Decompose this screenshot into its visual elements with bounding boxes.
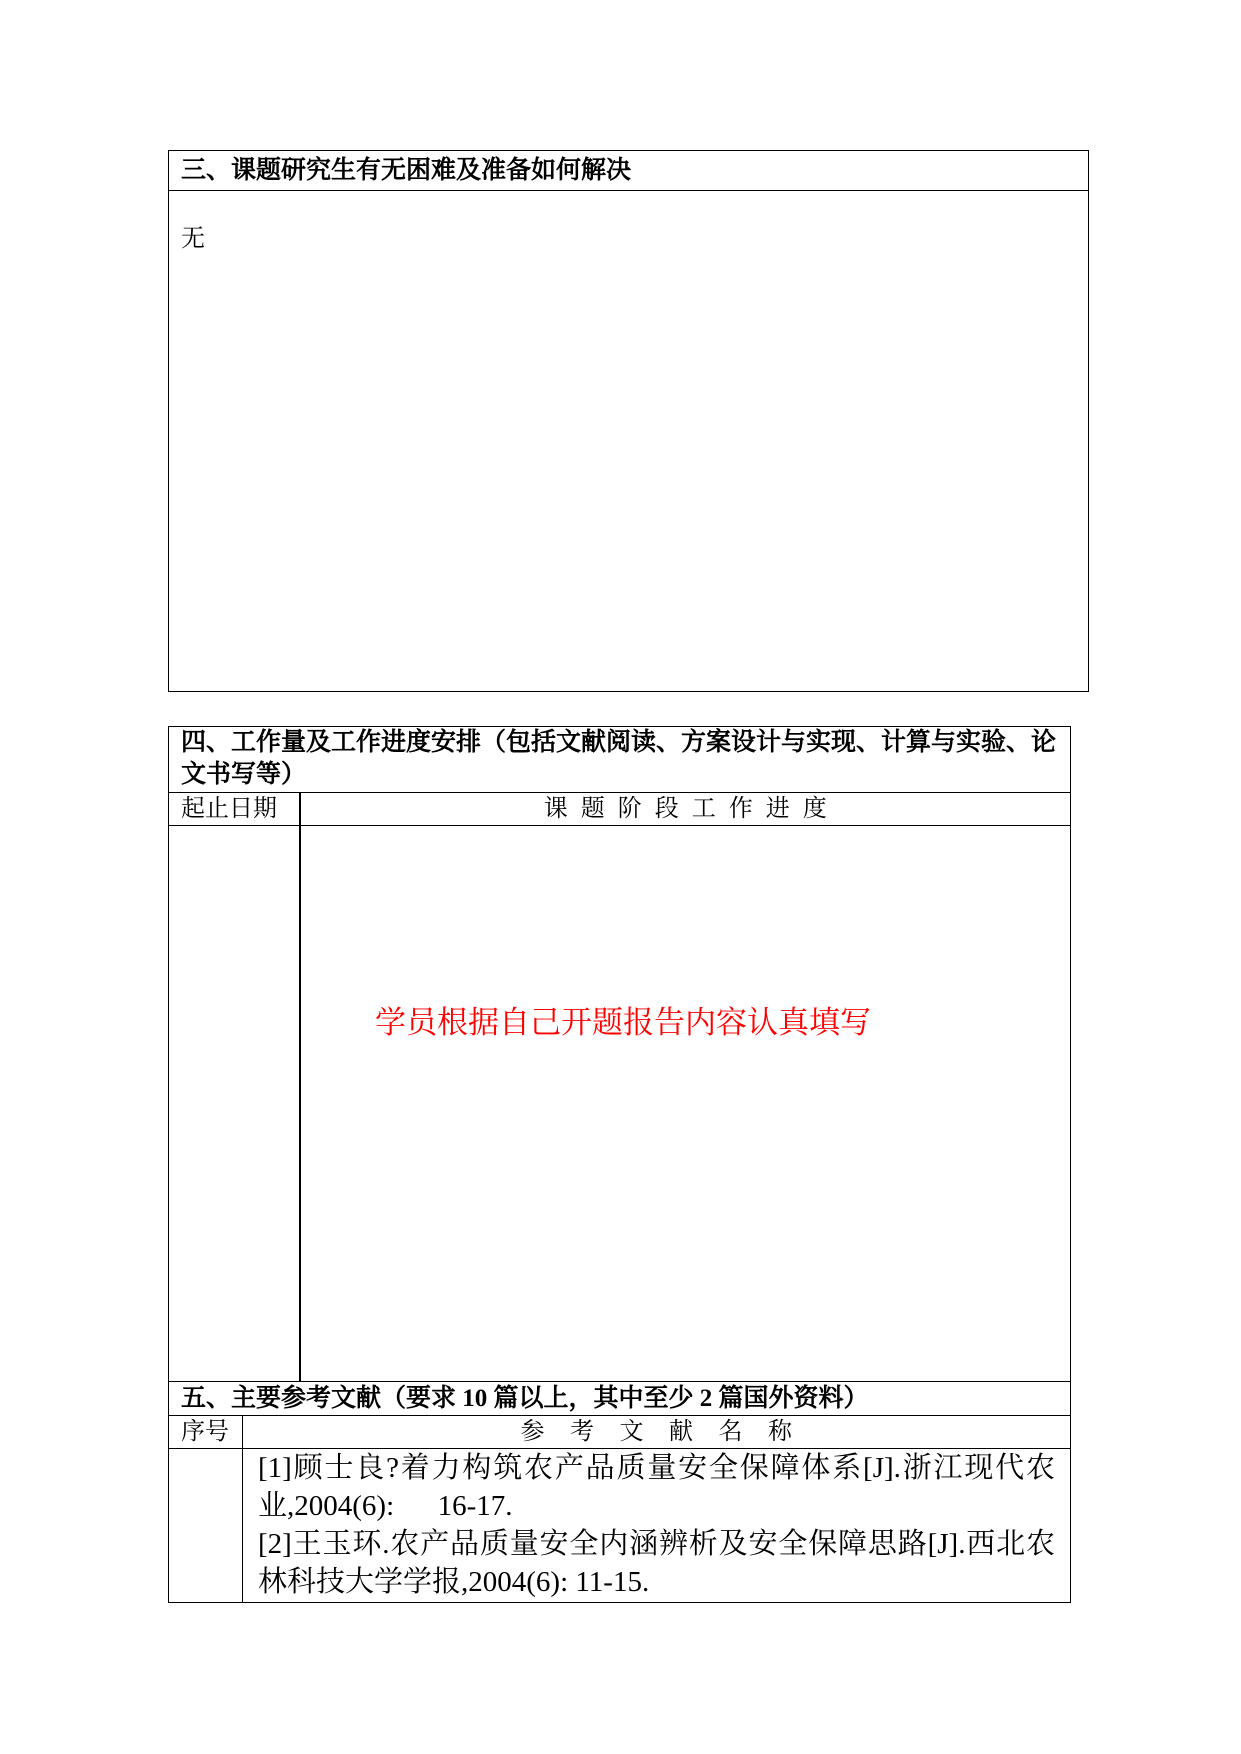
reference-line: [2]王玉环.农产品质量安全内涵辨析及安全保障思路[J].西北农 [258, 1528, 1055, 1560]
reference-line: 林科技大学学报,2004(6): 11-15. [258, 1566, 650, 1598]
date-range-column-header: 起止日期 [169, 793, 301, 825]
difficulties-section [168, 150, 1089, 692]
references-header-row [169, 1416, 1070, 1449]
difficulties-heading: 三、课题研究生有无困难及准备如何解决 [169, 151, 1088, 191]
fill-in-instruction: 学员根据自己开题报告内容认真填写 [375, 1005, 871, 1040]
references-body-row [169, 1449, 1070, 1602]
index-cell [169, 1449, 243, 1602]
schedule-heading: 四、工作量及工作进度安排（包括文献阅读、方案设计与实现、计算与实验、论文书写等） [169, 727, 1070, 793]
index-column-header: 序号 [169, 1416, 243, 1448]
reference-item [258, 1449, 1055, 1525]
schedule-header-row [169, 793, 1070, 826]
schedule-and-references-table [168, 726, 1071, 1603]
difficulties-answer: 无 [181, 226, 205, 252]
references-heading: 五、主要参考文献（要求 10 篇以上，其中至少 2 篇国外资料） [169, 1382, 1070, 1416]
date-range-cell [169, 826, 301, 1381]
work-progress-cell [301, 826, 1070, 1381]
reference-item [258, 1525, 1055, 1601]
reference-title-column-header: 参 考 文 献 名 称 [520, 1419, 793, 1445]
reference-line: [1]顾士良?着力构筑农产品质量安全保障体系[J].浙江现代农 [258, 1452, 1055, 1484]
reference-line: 业,2004(6): 16-17. [258, 1490, 513, 1522]
schedule-body-row [169, 826, 1070, 1382]
work-progress-column-header: 课 题 阶 段 工 作 进 度 [543, 796, 828, 822]
reference-list [243, 1449, 1070, 1602]
